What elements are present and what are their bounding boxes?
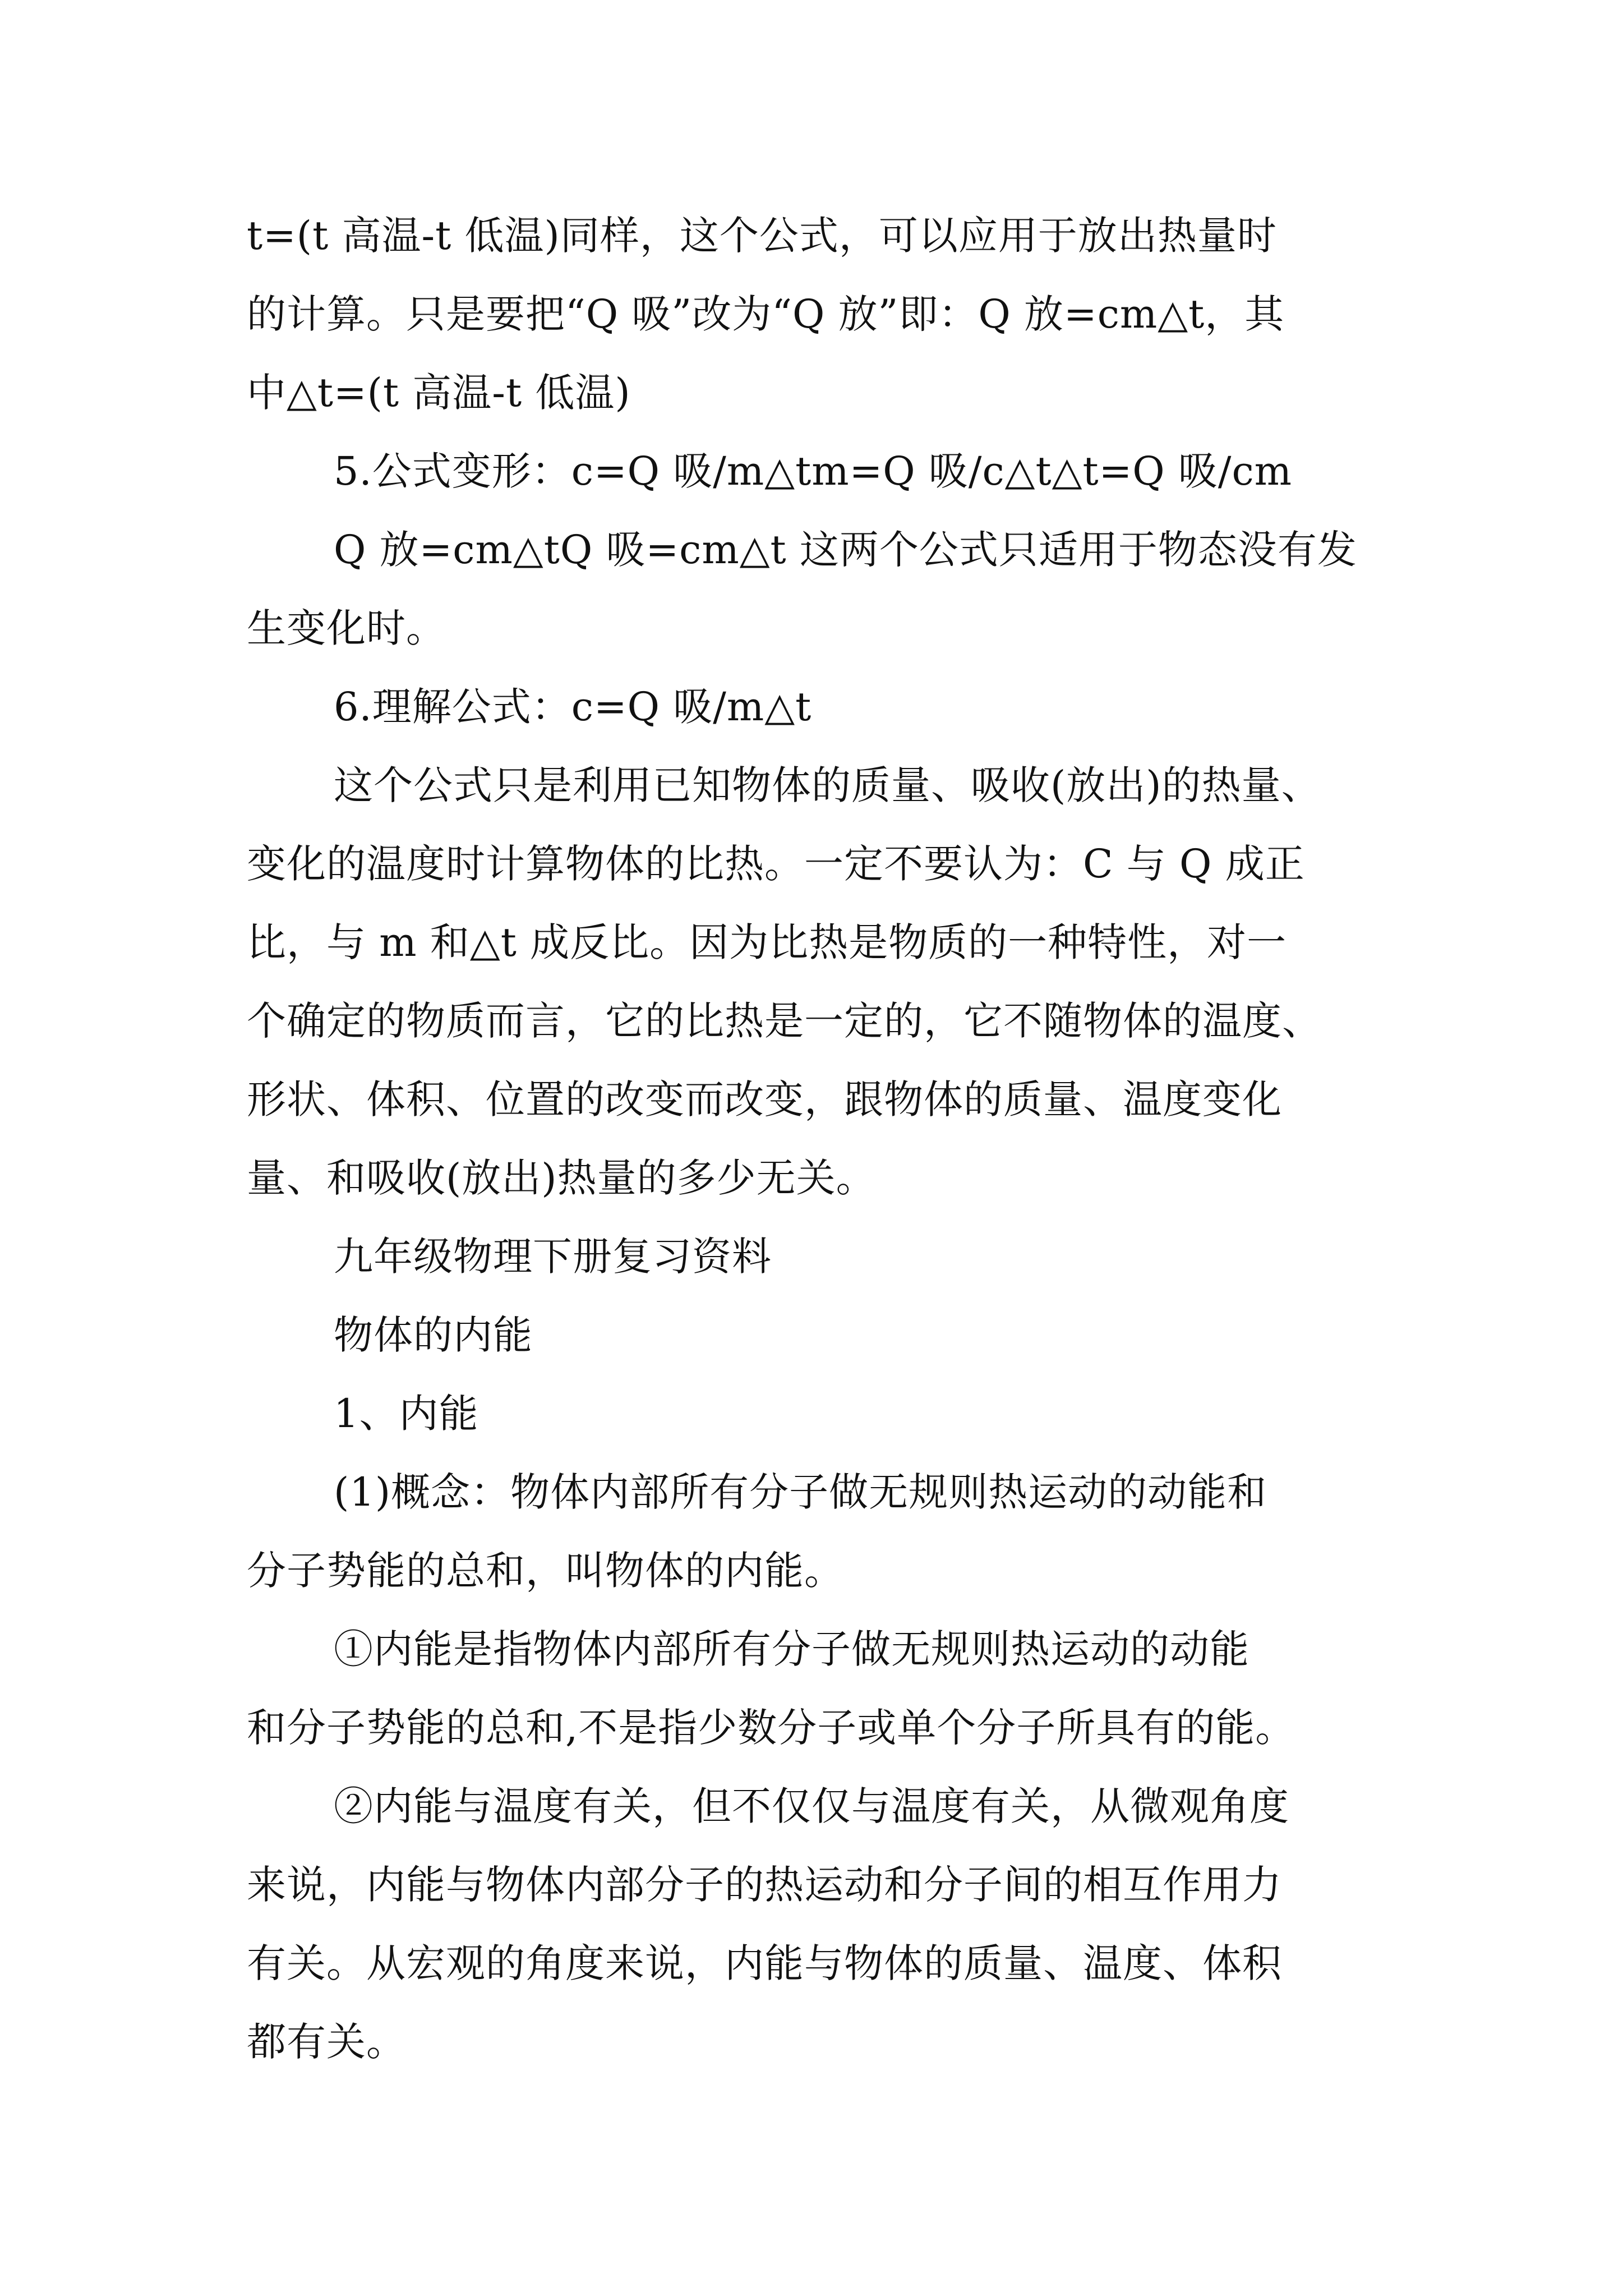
text-line: 来说，内能与物体内部分子的热运动和分子间的相互作用力 bbox=[247, 1862, 1282, 1908]
text-line: 个确定的物质而言，它的比热是一定的，它不随物体的温度、 bbox=[247, 998, 1322, 1044]
text-line: 中△t=(t 高温-t 低温) bbox=[247, 370, 631, 416]
text-line: Q 放=cm△tQ 吸=cm△t 这两个公式只适用于物态没有发 bbox=[334, 527, 1357, 573]
text-line: 分子势能的总和，叫物体的内能。 bbox=[247, 1548, 844, 1594]
text-line: 生变化时。 bbox=[247, 605, 446, 651]
section-heading: 1、内能 bbox=[334, 1391, 479, 1437]
text-line: 有关。从宏观的角度来说，内能与物体的质量、温度、体积 bbox=[247, 1940, 1282, 1986]
text-line: 形状、体积、位置的改变而改变，跟物体的质量、温度变化 bbox=[247, 1076, 1282, 1122]
text-line: 5.公式变形：c=Q 吸/m△tm=Q 吸/c△t△t=Q 吸/cm bbox=[334, 448, 1293, 494]
text-line: ②内能与温度有关，但不仅仅与温度有关，从微观角度 bbox=[334, 1783, 1289, 1829]
text-line: 6.理解公式：c=Q 吸/m△t bbox=[334, 684, 812, 730]
text-line: 比，与 m 和△t 成反比。因为比热是物质的一种特性，对一 bbox=[247, 919, 1287, 965]
text-line: 的计算。只是要把“Q 吸”改为“Q 放”即：Q 放=cm△t，其 bbox=[247, 291, 1285, 337]
text-line: t=(t 高温-t 低温)同样，这个公式，可以应用于放出热量时 bbox=[247, 213, 1277, 259]
text-line: ①内能是指物体内部所有分子做无规则热运动的动能 bbox=[334, 1626, 1249, 1672]
text-line: 都有关。 bbox=[247, 2019, 406, 2065]
section-heading: 九年级物理下册复习资料 bbox=[334, 1234, 772, 1280]
section-heading: 物体的内能 bbox=[334, 1312, 533, 1358]
text-line: 变化的温度时计算物体的比热。一定不要认为：C 与 Q 成正 bbox=[247, 841, 1305, 887]
text-line: (1)概念：物体内部所有分子做无规则热运动的动能和 bbox=[334, 1469, 1267, 1515]
text-line: 和分子势能的总和,不是指少数分子或单个分子所具有的能。 bbox=[247, 1705, 1295, 1751]
text-line: 这个公式只是利用已知物体的质量、吸收(放出)的热量、 bbox=[334, 762, 1321, 808]
text-line: 量、和吸收(放出)热量的多少无关。 bbox=[247, 1155, 876, 1201]
